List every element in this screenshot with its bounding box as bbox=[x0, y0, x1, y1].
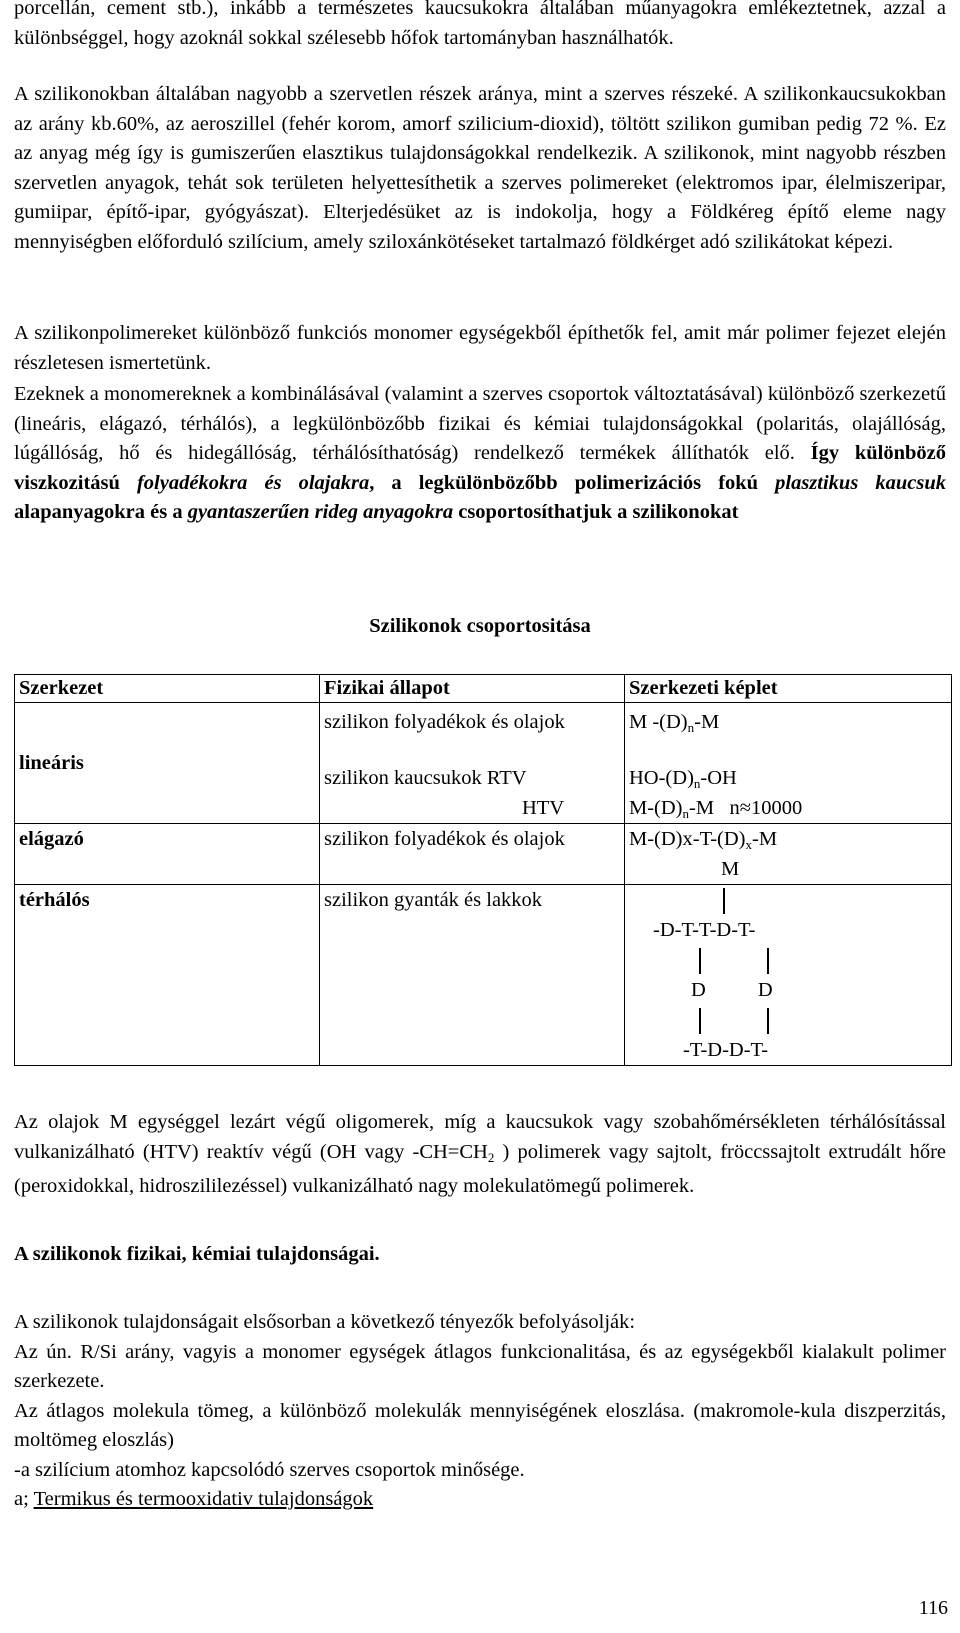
combination-text: Ezeknek a monomereknek a kombinálásával (valamint a szerves csoportok változtatásával) különböző szerkezetű (lineáris, elágazó, térhálós), a legkülönbözőbb fizikai és kémiai tulajdonságokkal (polaritás, olajállóság, lúgállóság, hő és hidegállóság, térhálósíthatóság) rendelkező termékek állíthatók elő. bbox=[14, 383, 946, 464]
linear-formula-3: $M-(D)_n-M$ n≈10000 bbox=[629, 797, 803, 821]
properties-line-1: A szilikonok tulajdonságait elsősorban a következő tényezők befolyásolják: bbox=[14, 1311, 636, 1333]
network-bonds-low bbox=[629, 1005, 951, 1035]
bond-line bbox=[723, 888, 725, 914]
cell-network-state: szilikon gyanták és lakkok bbox=[320, 885, 625, 1066]
cell-linear-name: lineáris bbox=[15, 703, 320, 824]
network-bonds-mid bbox=[629, 945, 951, 975]
paragraph-oils-rubbers: Az olajok M egységgel lezárt végű oligomerek, míg a kaucsukok vagy szobahőmérsékleten térhálósítással vulkanizálható (HTV) reaktív végű (OH vagy $-CH=CH_2$ ) polimerek vagy sajtolt, fröccssajtolt extrudált hőre (peroxidokkal, hidroszililezéssel) vulkanizálható nagy molekulatömegű polimerek. bbox=[14, 1111, 946, 1197]
table-title: Szilikonok csoportositása bbox=[369, 615, 591, 637]
combination-bold-2: , a legkülönbözőbb polimerizációs fokú bbox=[369, 471, 776, 494]
header-physical-state: Fizikai állapot bbox=[320, 675, 625, 703]
bond-line bbox=[767, 1008, 769, 1034]
network-row-1: -D-T-T-D-T- bbox=[653, 919, 756, 941]
linear-formula-2: $HO-(D)_n-OH$ bbox=[629, 767, 737, 791]
branched-formula-1: $M-(D)x-T-(D)_x-M$ bbox=[629, 828, 778, 852]
network-row-3: -T-D-D-T- bbox=[683, 1039, 769, 1061]
cell-network-formula bbox=[625, 885, 952, 1066]
combination-italic-3: gyantaszerűen rideg anyagokra bbox=[187, 501, 454, 523]
cell-branched-formula bbox=[625, 824, 952, 885]
properties-line-2: Az ún. R/Si arány, vagyis a monomer egységek átlagos funkcionalitása, és az egységekből kialakult polimer szerkezete. bbox=[14, 1340, 946, 1392]
cell-linear-state bbox=[320, 703, 625, 824]
linear-formula-1: M $-(D)_n-M$ bbox=[629, 711, 720, 735]
properties-line-3: Az átlagos molekula tömeg, a különböző molekulák mennyiségének eloszlása. (makromole-kula diszperzitás, moltömeg eloszlás) bbox=[14, 1399, 946, 1451]
paragraph-combination bbox=[14, 380, 946, 528]
bond-line bbox=[699, 1008, 701, 1034]
paragraph-monomers: A szilikonpolimereket különböző funkciós monomer egységekből építhetők fel, amit már polimer fejezet elején részletesen ismertetünk. bbox=[14, 322, 946, 374]
table-header-row bbox=[15, 675, 952, 703]
combination-italic-1: folyadékokra és olajakra bbox=[136, 471, 370, 494]
paragraph-inorganic-ratio: A szilikonokban általában nagyobb a szervetlen részek aránya, mint a szerves részeké. A szilikonkaucsukokban az arány kb.60%, az aeroszillel (fehér korom, amorf szilicium-dioxid), töltött szilikon gumiban pedig 72 %. Ez az anyag még így is gumiszerűen elasztikus tulajdonságokkal rendelkezik. A szilikonok, mint nagyobb részben szervetlen anyagok, tehát sok területen helyettesíthetik a szerves polimereket (elektromos ipar, élelmiszeripar, gumiipar, építő-ipar, gyógyászat). Elterjedésüket az is indokolja, hogy a Földkéreg építő eleme nagy mennyiségben előforduló szilícium, amely sziloxánkötéseket tartalmazó földkérget adó szilikátokat képezi. bbox=[14, 83, 946, 253]
combination-bold-1: Így különböző viszkozitású bbox=[14, 442, 946, 494]
properties-list bbox=[14, 1308, 946, 1485]
network-bond-top bbox=[629, 885, 951, 915]
bond-line bbox=[699, 948, 701, 974]
linear-state-2: szilikon kaucsukok RTV bbox=[324, 767, 527, 789]
section-heading-properties: A szilikonok fizikai, kémiai tulajdonságai. bbox=[14, 1243, 380, 1265]
subsection-thermal: a; Termikus és termooxidativ tulajdonságok bbox=[14, 1488, 374, 1510]
cell-branched-state: szilikon folyadékok és olajok bbox=[320, 824, 625, 885]
page-number: 116 bbox=[918, 1597, 948, 1619]
subsection-thermal-title: Termikus és termooxidativ tulajdonságok bbox=[33, 1488, 374, 1510]
paragraph-intro: porcellán, cement stb.), inkább a természetes kaucsukokra általában műanyagokra emlékeztetnek, azzal a különbséggel, hogy azoknál sokkal szélesebb hőfok tartományban használhatók. bbox=[14, 0, 946, 49]
branched-formula-2: M bbox=[721, 858, 740, 880]
linear-state-1: szilikon folyadékok és olajok bbox=[324, 711, 565, 733]
combination-bold-3: alapanyagokra és a bbox=[14, 501, 188, 523]
silicone-groups-table bbox=[14, 674, 952, 1066]
table-row-branched bbox=[15, 824, 952, 885]
table-row-linear bbox=[15, 703, 952, 824]
linear-state-3: HTV bbox=[522, 797, 565, 819]
cell-branched-name: elágazó bbox=[15, 824, 320, 885]
properties-line-4: -a szilícium atomhoz kapcsolódó szerves csoportok minősége. bbox=[14, 1458, 525, 1481]
combination-bold-4: csoportosíthatjuk a szilikonokat bbox=[453, 501, 739, 523]
header-structure: Szerkezet bbox=[15, 675, 320, 703]
table-row-network bbox=[15, 885, 952, 1066]
combination-italic-2: plasztikus kaucsuk bbox=[775, 471, 946, 494]
bond-line bbox=[767, 948, 769, 974]
header-formula: Szerkezeti képlet bbox=[625, 675, 952, 703]
cell-linear-formula bbox=[625, 703, 952, 824]
cell-network-name: térhálós bbox=[15, 885, 320, 1066]
network-row-2: D D bbox=[691, 979, 773, 1001]
